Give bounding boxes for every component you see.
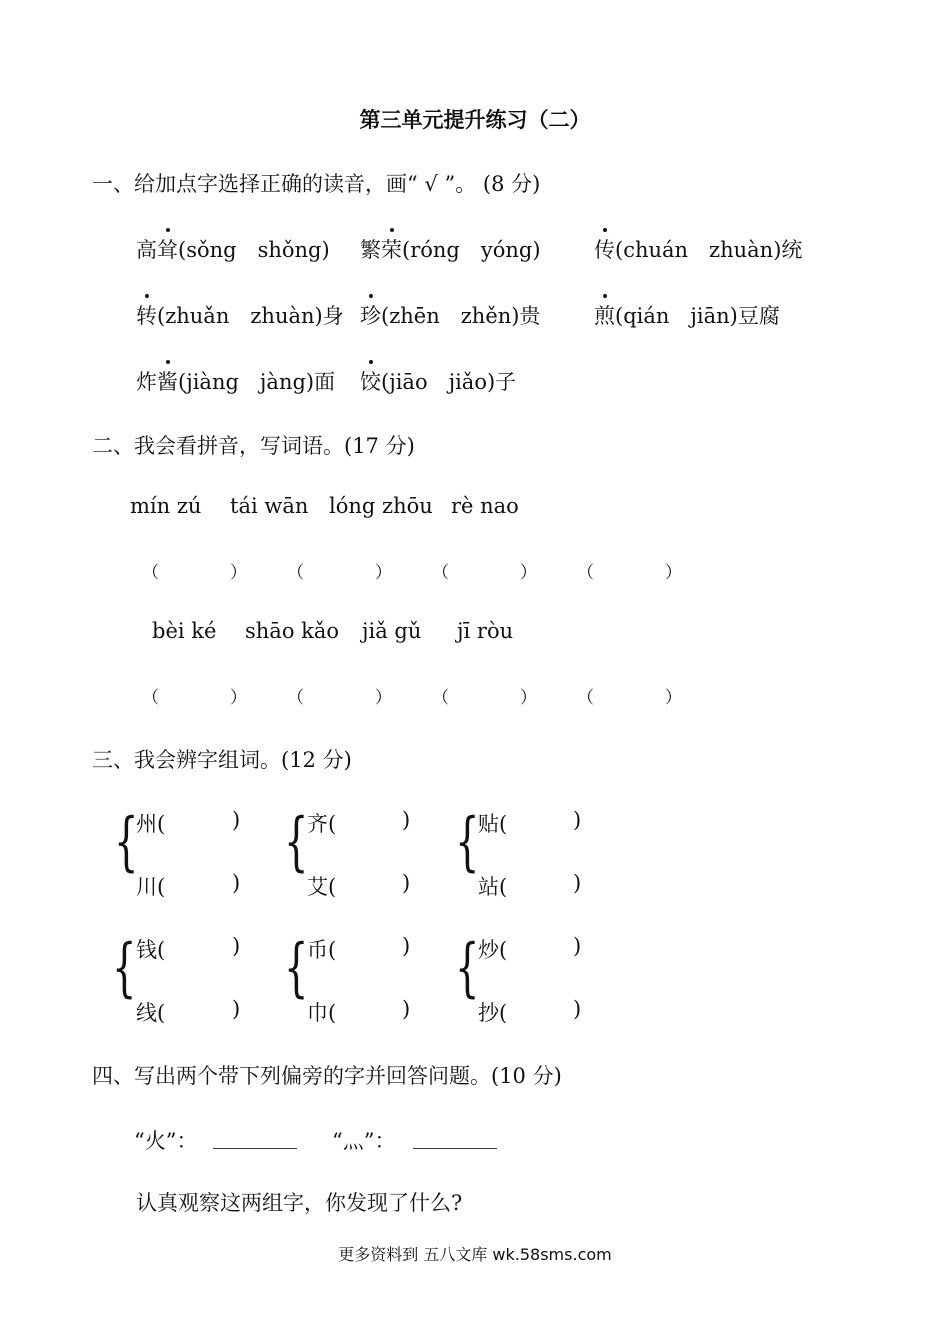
answer-close: ） xyxy=(230,688,247,708)
pinyin-3: lóng zhōu xyxy=(329,494,433,518)
char-close: ) xyxy=(232,997,241,1021)
char-item: 贴( xyxy=(478,812,508,836)
answer-open: （ xyxy=(577,563,594,583)
answer-close: ） xyxy=(375,688,392,708)
char-close: ) xyxy=(232,808,241,832)
char-close: ) xyxy=(402,871,411,895)
char-item: 川( xyxy=(136,875,166,899)
brace-icon: { xyxy=(284,805,309,879)
brace-icon: { xyxy=(114,805,139,879)
pinyin-7: jiǎ gǔ xyxy=(362,619,422,643)
q3-heading: 三、我会辨字组词。(12 分) xyxy=(92,748,352,772)
page-title: 第三单元提升练习（二） xyxy=(359,107,591,132)
q4-heading: 四、写出两个带下列偏旁的字并回答问题。(10 分) xyxy=(92,1064,562,1088)
char-close: ) xyxy=(573,808,582,832)
char-item: 钱( xyxy=(136,938,166,962)
char-item: 齐( xyxy=(307,812,337,836)
char-item: 站( xyxy=(478,875,508,899)
q1-item-5: 珍(zhēn zhěn)贵 xyxy=(360,300,540,330)
char-item: 巾( xyxy=(307,1001,337,1025)
char-item: 艾( xyxy=(307,875,337,899)
char-close: ) xyxy=(402,934,411,958)
pinyin-6: shāo kǎo xyxy=(245,619,340,643)
pinyin-8: jī ròu xyxy=(457,619,514,643)
answer-close: ） xyxy=(665,688,682,708)
char-close: ) xyxy=(232,871,241,895)
pinyin-5: bèi ké xyxy=(152,619,217,643)
radical-fire-dots: “灬”： xyxy=(332,1129,396,1153)
answer-open: （ xyxy=(432,563,449,583)
char-close: ) xyxy=(573,871,582,895)
brace-icon: { xyxy=(112,931,137,1005)
brace-icon: { xyxy=(284,931,309,1005)
answer-open: （ xyxy=(287,688,304,708)
answer-open: （ xyxy=(142,563,159,583)
answer-close: ） xyxy=(665,563,682,583)
char-close: ) xyxy=(573,934,582,958)
footer-note: 更多资料到 五八文库 wk.58sms.com xyxy=(338,1245,612,1264)
brace-icon: { xyxy=(455,805,480,879)
pinyin-4: rè nao xyxy=(451,494,519,518)
char-item: 州( xyxy=(136,812,166,836)
q1-item-7: 炸酱(jiàng jàng)面 xyxy=(136,366,335,396)
answer-open: （ xyxy=(577,688,594,708)
pinyin-1: mín zú xyxy=(130,494,202,518)
answer-blank: ________ xyxy=(413,1125,497,1149)
q1-item-4: 转(zhuǎn zhuàn)身 xyxy=(136,300,344,330)
q2-heading: 二、我会看拼音，写词语。(17 分) xyxy=(92,434,415,458)
char-close: ) xyxy=(402,997,411,1021)
q1-heading: 一、给加点字选择正确的读音，画“ √ ”。 (8 分) xyxy=(92,172,541,196)
radical-fire: “火”： xyxy=(134,1129,198,1153)
char-item: 线( xyxy=(136,1001,166,1025)
answer-open: （ xyxy=(142,688,159,708)
answer-close: ） xyxy=(230,563,247,583)
char-item: 炒( xyxy=(478,938,508,962)
pinyin-2: tái wān xyxy=(230,494,309,518)
brace-icon: { xyxy=(455,931,480,1005)
answer-open: （ xyxy=(432,688,449,708)
q1-item-1: 高耸(sǒng shǒng) xyxy=(136,234,330,264)
char-item: 币( xyxy=(307,938,337,962)
q1-item-2: 繁荣(róng yóng) xyxy=(360,234,541,264)
char-close: ) xyxy=(232,934,241,958)
answer-open: （ xyxy=(287,563,304,583)
char-close: ) xyxy=(573,997,582,1021)
q1-item-8: 饺(jiāo jiǎo)子 xyxy=(360,366,516,396)
answer-close: ） xyxy=(520,563,537,583)
answer-close: ） xyxy=(375,563,392,583)
q4-question: 认真观察这两组字，你发现了什么? xyxy=(136,1191,463,1215)
answer-close: ） xyxy=(520,688,537,708)
char-close: ) xyxy=(402,808,411,832)
answer-blank: ________ xyxy=(213,1125,297,1149)
char-item: 抄( xyxy=(478,1001,508,1025)
q1-item-6: 煎(qián jiān)豆腐 xyxy=(594,300,780,330)
q1-item-3: 传(chuán zhuàn)统 xyxy=(594,234,802,264)
